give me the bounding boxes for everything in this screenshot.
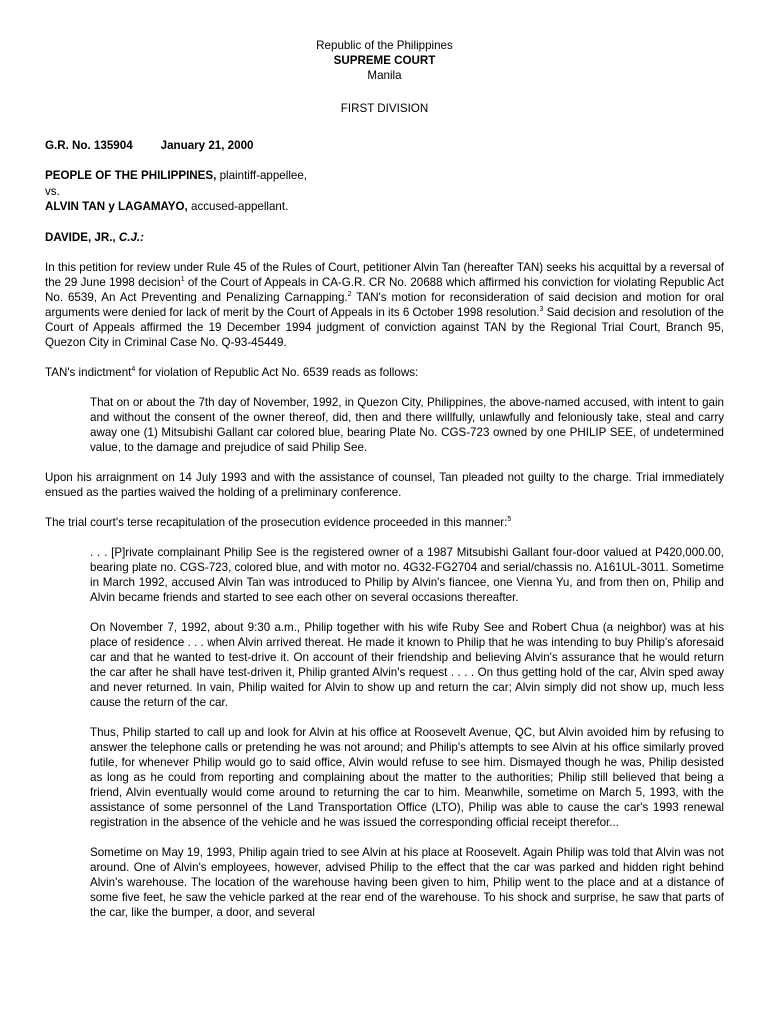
footnote-ref-2[interactable]: 2 [347,290,352,298]
paragraph-petition [45,260,724,350]
paragraph-text: TAN's motion for reconsideration of said decision and motion for oral arguments were denied for lack of merit by the Court of Appeals in its 6 October 1998 resolution. [45,290,725,319]
quoted-evidence-4: Sometime on May 19, 1993, Philip again tried to see Alvin at his place at Roosevelt. Again Philip was told that Alvin was not around. One of Alvin's employees, however, advised Philip to the effect that the car was parked and hidden right behind Alvin's warehouse. The location of the warehouse having been given to him, Philip went to the place and at a distance of some five feet, he saw the vehicle parked at the rear end of the warehouse. To his shock and surprise, he saw that parts of the car, like the bumper, a door, and several [90,845,724,919]
accused-role: accused-appellant. [187,200,289,213]
accused-name: ALVIN TAN y LAGAMAYO, [45,200,188,213]
division-line: FIRST DIVISION [340,102,429,115]
quoted-information: That on or about the 7th day of November, 1992, in Quezon City, Philippines, the above-named accused, with intent to gain and without the consent of the owner thereof, did, then and there willfully, unlawfully and feloniously take, steal and carry away one (1) Mitsubishi Gallant car colored blue, bearing Plate No. CGS-723 owned by one PHILIP SEE, of undetermined value, to the damage and prejudice of said Philip See. [90,395,724,454]
paragraph-arraignment: Upon his arraignment on 14 July 1993 and with the assistance of counsel, Tan pleaded not guilty to the charge. Trial immediately ensued as the parties waived the holding of a preliminary conference. [45,470,724,499]
footnote-ref-4[interactable]: 4 [131,365,136,373]
footnote-ref-5[interactable]: 5 [507,515,512,523]
plaintiff-name: PEOPLE OF THE PHILIPPINES, [45,169,217,182]
plaintiff-line [45,168,724,184]
parties-block [45,168,724,215]
republic-line: Republic of the Philippines [316,39,453,52]
paragraph-text: The trial court's terse recapitulation of the prosecution evidence proceeded in this manner: [45,515,508,529]
ponente-name: DAVIDE, JR., [45,230,116,244]
quoted-evidence-1: . . . [P]rivate complainant Philip See is the registered owner of a 1987 Mitsubishi Gallant four-door valued at P420,000.00, bearing plate no. CGS-723, colored blue, and with motor no. 4G32-FG2704 and serial/chassis no. A161UL-3011. Sometime in March 1992, accused Alvin Tan was introduced to Philip by Alvin's fiancee, one Vienna Yu, and from then on, Philip and Alvin became friends and started to see each other on several occasions thereafter. [90,545,724,604]
quoted-evidence-3: Thus, Philip started to call up and look for Alvin at his office at Roosevelt Avenue, QC, but Alvin avoided him by refusing to answer the telephone calls or pretending he was not around; and Philip's attempts to see Alvin at his office similarly proved futile, for whenever Philip would go to said office, Alvin would refuse to see him. Dismayed though he was, Philip desisted as long as he could from reporting and complaining about the matter to the authorities; Philip still believed that being a friend, Alvin eventually would come around to returning the car to him. Meanwhile, sometime on March 5, 1993, with the assistance of some personnel of the Land Transportation Office (LTO), Philip was able to cause the car's 1993 renewal registration in the absence of the vehicle and he was issued the corresponding official receipt therefor... [90,725,724,829]
court-city: Manila [367,69,402,82]
case-number: G.R. No. 135904 [45,139,133,152]
paragraph-text: for violation of Republic Act No. 6539 reads as follows: [135,365,419,379]
paragraph-recapitulation [45,515,724,530]
footnote-ref-1[interactable]: 1 [180,275,185,283]
paragraph-text: Said decision and resolution of the Court of Appeals affirmed the 19 December 1994 judgment of conviction against TAN by the Regional Trial Court, Branch 95, Quezon City in Criminal Case No. Q-93-45449. [45,305,724,349]
case-date: January 21, 2000 [160,139,254,152]
ponente-line [45,230,724,245]
paragraph-indictment [45,365,724,380]
accused-line [45,199,724,215]
ponente-title: C.J.: [115,230,145,244]
footnote-ref-3[interactable]: 3 [539,305,544,313]
court-header [45,38,724,83]
plaintiff-role: plaintiff-appellee, [216,169,308,182]
versus-line: vs. [45,184,60,198]
case-caption [45,138,724,153]
quoted-evidence-2: On November 7, 1992, about 9:30 a.m., Philip together with his wife Ruby See and Robert Chua (a neighbor) was at his place of residence . . . when Alvin arrived thereat. He made it known to Philip that he was intending to buy Philip's aforesaid car and that he wanted to test-drive it. On account of their friendship and believing Alvin's assurance that he would return the car after he shall have test-driven it, Philip granted Alvin's request . . . . On thus getting hold of the car, Alvin sped away and never returned. In vain, Philip waited for Alvin to show up and return the car; Alvin simply did not show up, much less cause the return of the car. [90,620,724,709]
paragraph-text: In this petition for review under Rule 45 of the Rules of Court, petitioner Alvin Tan (hereafter TAN) seeks his acquittal by a reversal of the 29 June 1998 decision [45,260,724,289]
court-name: SUPREME COURT [333,54,436,67]
paragraph-text: of the Court of Appeals in CA-G.R. CR No. 20688 which affirmed his conviction for violating Republic Act No. 6539, An Act Preventing and Penalizing Carnapping. [45,275,724,304]
paragraph-text: TAN's indictment [45,365,132,379]
